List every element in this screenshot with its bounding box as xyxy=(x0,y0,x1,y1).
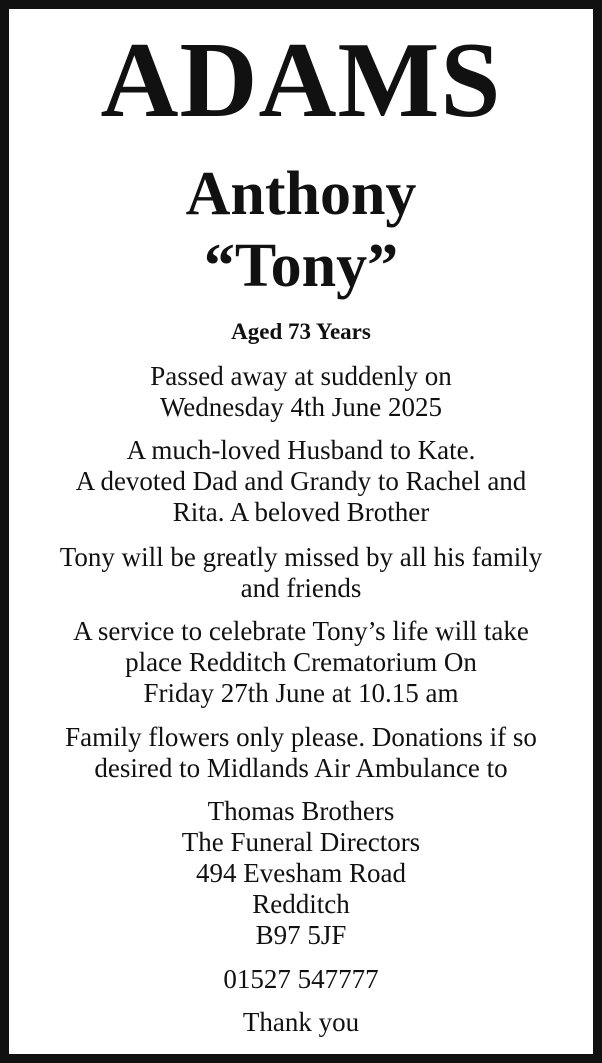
phone-number: 01527 547777 xyxy=(223,964,379,994)
director-line-4: Redditch xyxy=(252,889,350,919)
flowers-line-1: Family flowers only please. Donations if so xyxy=(65,722,537,752)
forename-heading: Anthony xyxy=(185,160,417,228)
family-line-1: A much-loved Husband to Kate. xyxy=(126,435,476,465)
family-line-2: A devoted Dad and Grandy to Rachel and xyxy=(75,466,527,496)
service-line-1: A service to celebrate Tony’s life will take xyxy=(73,616,529,646)
director-line-1: Thomas Brothers xyxy=(207,796,395,826)
passing-line-2: Wednesday 4th June 2025 xyxy=(159,392,443,422)
director-line-3: 494 Evesham Road xyxy=(196,858,406,888)
nickname-heading: “Tony” xyxy=(203,232,399,300)
director-line-5: B97 5JF xyxy=(255,920,347,950)
missed-line-2: and friends xyxy=(240,573,362,603)
service-line-2: place Redditch Crematorium On xyxy=(125,647,477,677)
age-line: Aged 73 Years xyxy=(231,319,371,344)
surname-heading: ADAMS xyxy=(100,21,502,140)
passing-line-1: Passed away at suddenly on xyxy=(150,361,452,391)
family-line-3: Rita. A beloved Brother xyxy=(172,497,430,527)
director-line-2: The Funeral Directors xyxy=(181,827,421,857)
missed-line-1: Tony will be greatly missed by all his family xyxy=(59,542,543,572)
service-line-3: Friday 27th June at 10.15 am xyxy=(143,678,459,708)
flowers-line-2: desired to Midlands Air Ambulance to xyxy=(94,753,508,783)
closing-line: Thank you xyxy=(242,1007,360,1037)
